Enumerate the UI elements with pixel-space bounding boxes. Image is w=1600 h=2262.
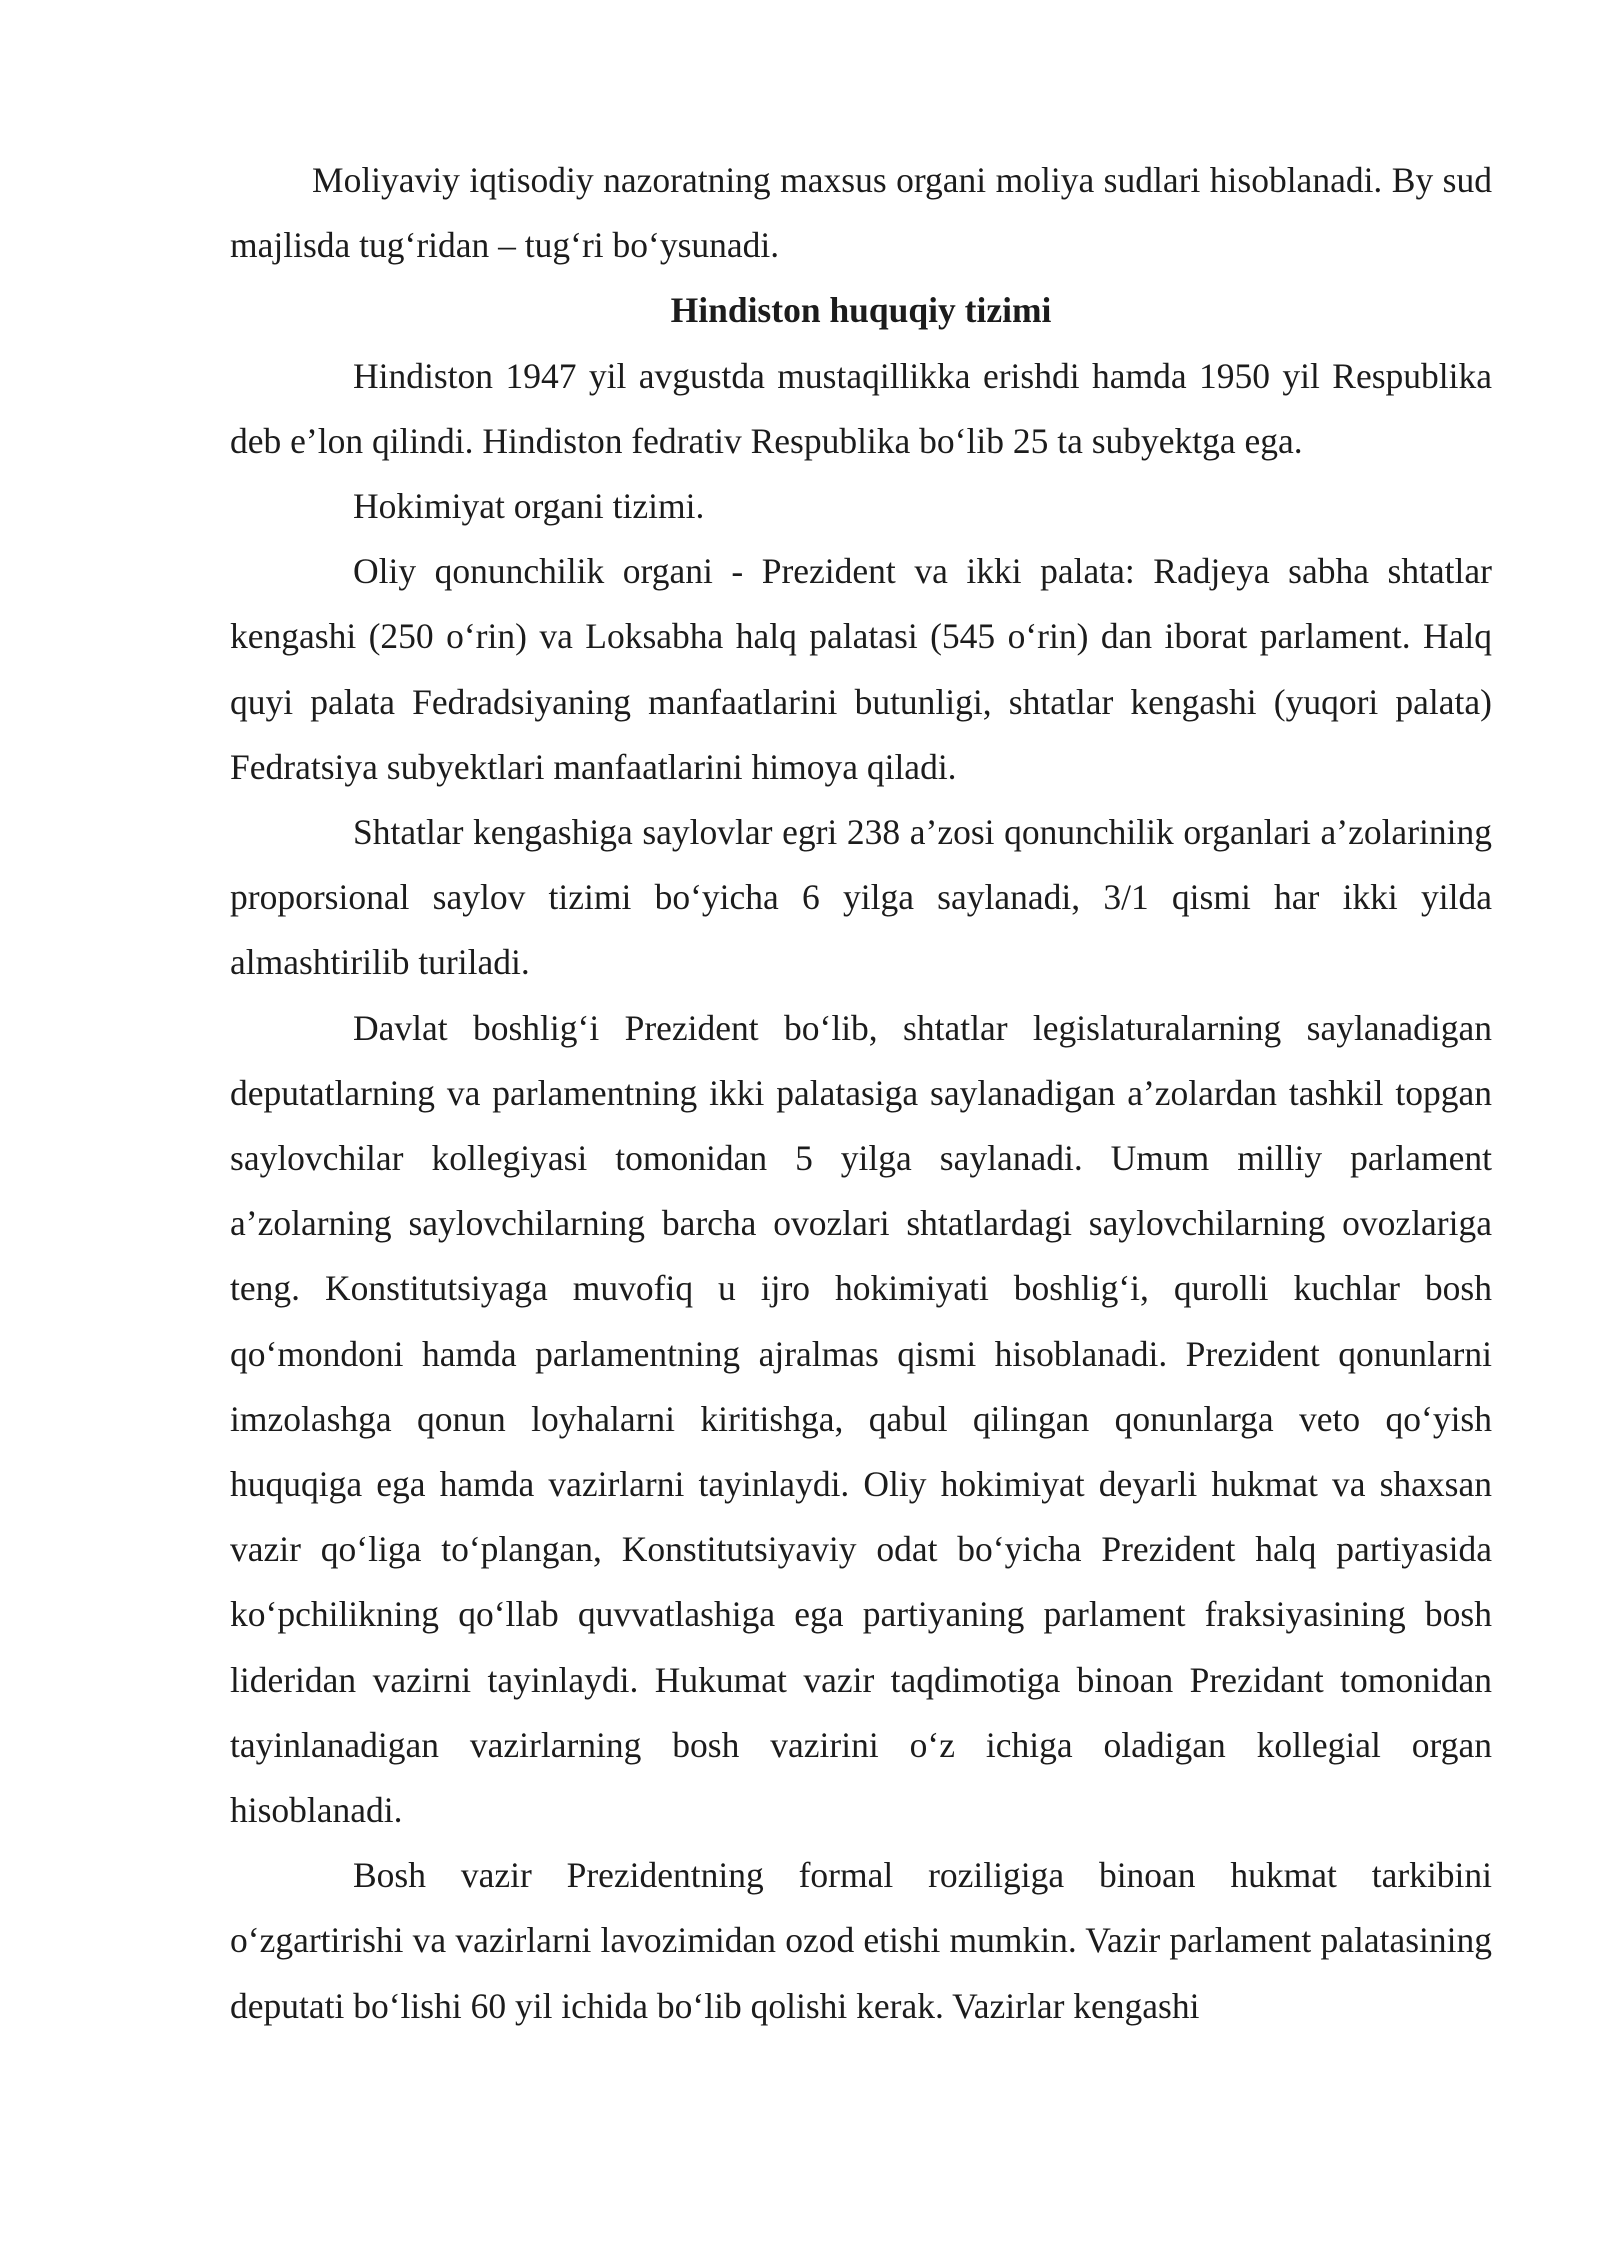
section-heading: Hindiston huquqiy tizimi: [670, 290, 1052, 331]
paragraph-independence: Hindiston 1947 yil avgustda mustaqillikka erishdi hamda 1950 yil Respublika deb e’lon qilindi. Hindiston fedrativ Respublika bo‘lib 25 ta subyektga ega.: [230, 355, 1492, 461]
document-page: [230, 148, 1492, 2039]
paragraph-prime-minister: Bosh vazir Prezidentning formal roziligiga binoan hukmat tarkibini o‘zgartirishi va vazirlarni lavozimidan ozod etishi mumkin. Vazir parlament palatasining deputati bo‘lishi 60 yil ichida bo‘lib qolishi kerak. Vazirlar kengashi: [230, 1855, 1492, 2026]
paragraph-council-of-states: Shtatlar kengashiga saylovlar egri 238 a’zosi qonunchilik organlari a’zolarining proporsional saylov tizimi bo‘yicha 6 yilga saylanadi, 3/1 qismi har ikki yilda almashtirilib turiladi.: [230, 812, 1492, 983]
paragraph-legislature: Oliy qonunchilik organi - Prezident va ikki palata: Radjeya sabha shtatlar kengashi (250 o‘rin) va Loksabha halq palatasi (545 o‘rin) dan iborat parlament. Halq quyi palata Fedradsiyaning manfaatlarini butunligi, shtatlar kengashi (yuqori palata) Fedratsiya subyektlari manfaatlarini himoya qiladi.: [230, 551, 1492, 787]
paragraph-president: Davlat boshlig‘i Prezident bo‘lib, shtatlar legislaturalarning saylanadigan deputatlarning va parlamentning ikki palatasiga saylanadigan a’zolardan tashkil topgan saylovchilar kollegiyasi tomonidan 5 yilga saylanadi. Umum milliy parlament a’zolarning saylovchilarning barcha ovozlari shtatlardagi saylovchilarning ovozlariga teng. Konstitutsiyaga muvofiq u ijro hokimiyati boshlig‘i, qurolli kuchlar bosh qo‘mondoni hamda parlamentning ajralmas qismi hisoblanadi. Prezident qonunlarni imzolashga qonun loyhalarni kiritishga, qabul qilingan qonunlarga veto qo‘yish huquqiga ega hamda vazirlarni tayinlaydi. Oliy hokimiyat deyarli hukmat va shaxsan vazir qo‘liga to‘plangan, Konstitutsiyaviy odat bo‘yicha Prezident halq partiyasida ko‘pchilikning qo‘llab quvvatlashiga ega partiyaning parlament fraksiyasining bosh lideridan vazirni tayinlaydi. Hukumat vazir taqdimotiga binoan Prezidant tomonidan tayinlanadigan vazirlarning bosh vazirini o‘z ichiga oladigan kollegial organ hisoblanadi.: [230, 1007, 1492, 1831]
paragraph-government-system: Hokimiyat organi tizimi.: [353, 486, 705, 527]
paragraph-financial-courts: Moliyaviy iqtisodiy nazoratning maxsus organi moliya sudlari hisoblanadi. By sud majlisda tug‘ridan – tug‘ri bo‘ysunadi.: [230, 160, 1492, 266]
